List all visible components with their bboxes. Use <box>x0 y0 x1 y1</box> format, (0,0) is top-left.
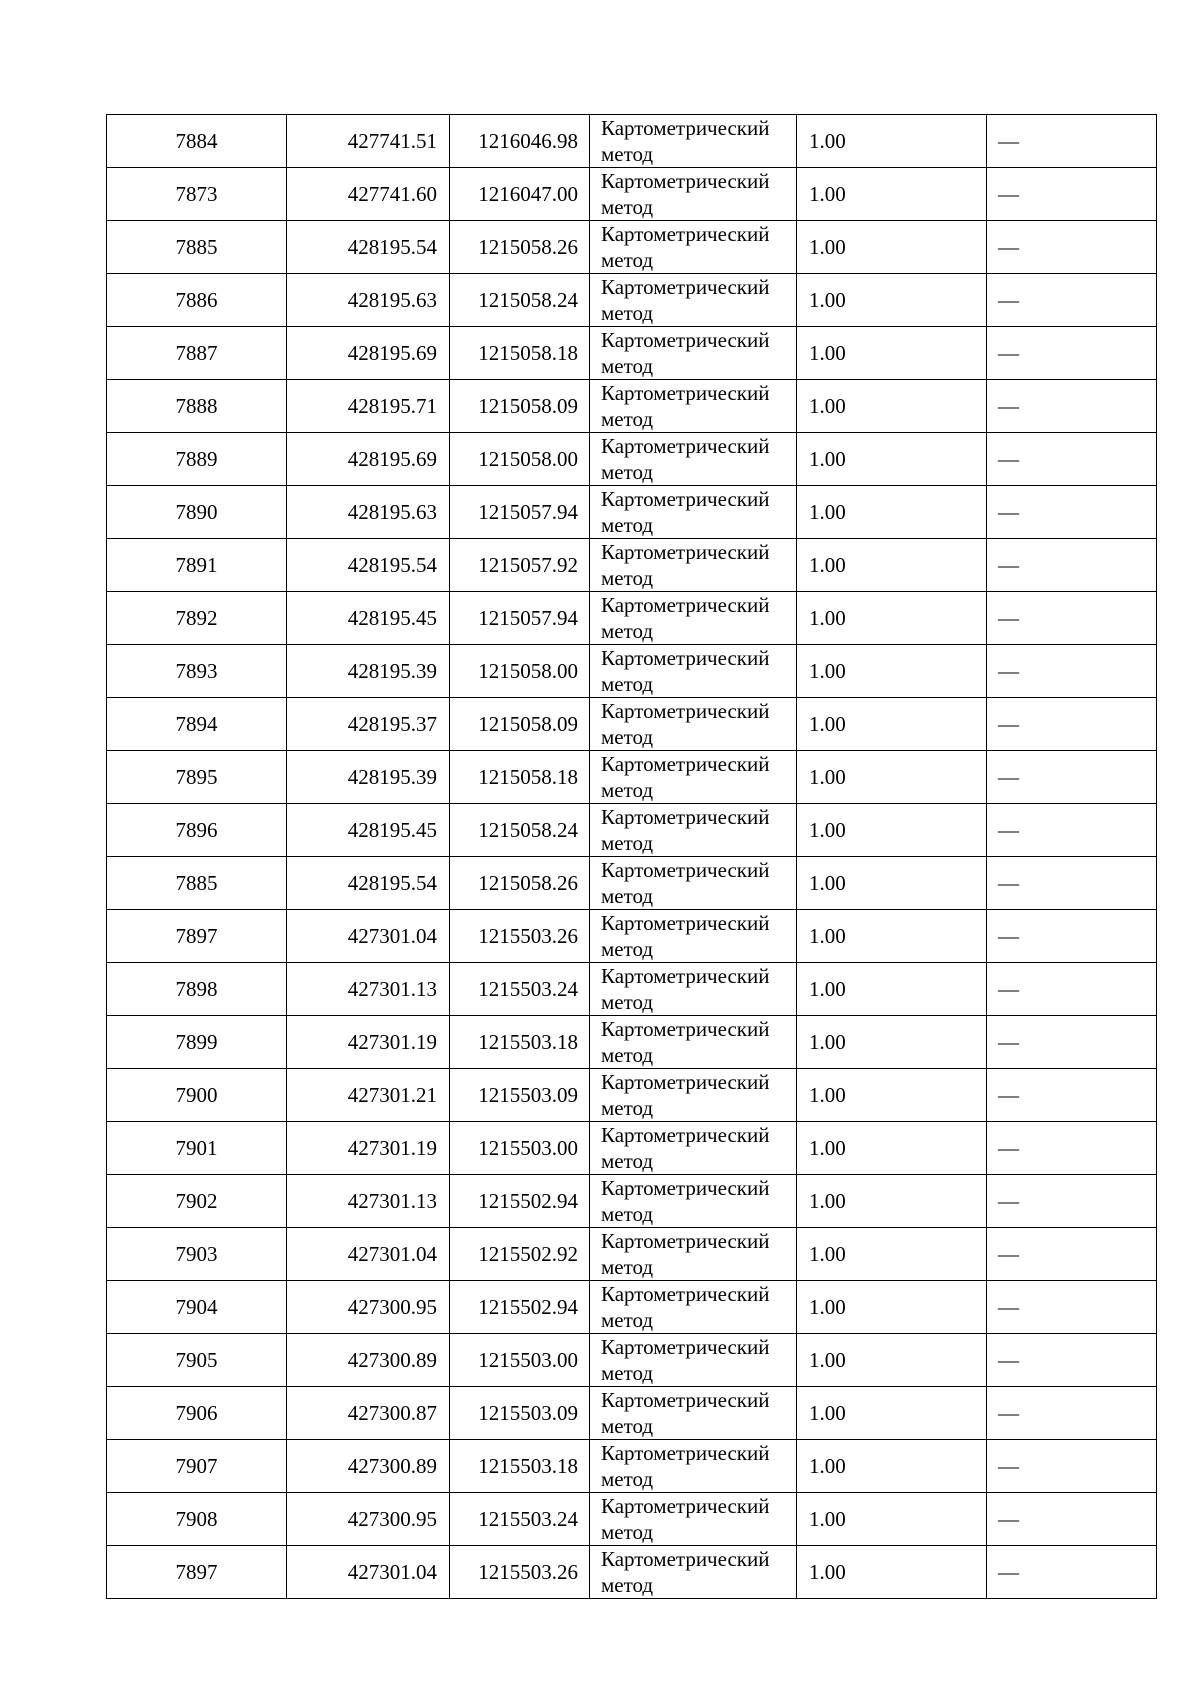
method-text-line1: Картометрический <box>601 858 770 882</box>
x-coordinate-cell: 428195.71 <box>287 380 450 433</box>
point-number-cell: 7886 <box>107 274 287 327</box>
x-coordinate-cell: 428195.45 <box>287 592 450 645</box>
description-cell: — <box>987 1069 1157 1122</box>
method-text-line2: метод <box>601 566 654 590</box>
point-number-cell: 7873 <box>107 168 287 221</box>
y-coordinate-cell: 1215058.24 <box>450 804 590 857</box>
accuracy-cell: 1.00 <box>797 1440 987 1493</box>
description-cell: — <box>987 380 1157 433</box>
method-text-line2: метод <box>601 1361 654 1385</box>
method-text-line2: метод <box>601 831 654 855</box>
method-text-line1: Картометрический <box>601 1229 770 1253</box>
accuracy-cell: 1.00 <box>797 1493 987 1546</box>
y-coordinate-cell: 1215503.26 <box>450 910 590 963</box>
accuracy-cell: 1.00 <box>797 380 987 433</box>
method-text-line2: метод <box>601 1096 654 1120</box>
description-cell: — <box>987 433 1157 486</box>
point-number-cell: 7906 <box>107 1387 287 1440</box>
description-cell: — <box>987 592 1157 645</box>
y-coordinate-cell: 1215502.94 <box>450 1281 590 1334</box>
accuracy-cell: 1.00 <box>797 1546 987 1599</box>
x-coordinate-cell: 427301.04 <box>287 910 450 963</box>
method-text-line1: Картометрический <box>601 1282 770 1306</box>
method-cell <box>590 274 797 327</box>
y-coordinate-cell: 1215503.09 <box>450 1387 590 1440</box>
point-number-cell: 7888 <box>107 380 287 433</box>
description-cell: — <box>987 910 1157 963</box>
accuracy-cell: 1.00 <box>797 1016 987 1069</box>
table-row <box>107 1281 1157 1334</box>
description-cell: — <box>987 1334 1157 1387</box>
method-text-line2: метод <box>601 513 654 537</box>
method-text-line2: метод <box>601 248 654 272</box>
method-text-line2: метод <box>601 142 654 166</box>
y-coordinate-cell: 1215058.00 <box>450 645 590 698</box>
method-cell <box>590 168 797 221</box>
y-coordinate-cell: 1215502.92 <box>450 1228 590 1281</box>
table-row <box>107 1228 1157 1281</box>
table-row <box>107 1387 1157 1440</box>
y-coordinate-cell: 1215503.09 <box>450 1069 590 1122</box>
y-coordinate-cell: 1215503.18 <box>450 1440 590 1493</box>
method-text-line1: Картометрический <box>601 1335 770 1359</box>
method-cell <box>590 1387 797 1440</box>
method-text-line1: Картометрический <box>601 381 770 405</box>
x-coordinate-cell: 427741.60 <box>287 168 450 221</box>
point-number-cell: 7887 <box>107 327 287 380</box>
x-coordinate-cell: 428195.54 <box>287 221 450 274</box>
point-number-cell: 7890 <box>107 486 287 539</box>
method-cell <box>590 433 797 486</box>
x-coordinate-cell: 427301.19 <box>287 1016 450 1069</box>
accuracy-cell: 1.00 <box>797 963 987 1016</box>
x-coordinate-cell: 428195.39 <box>287 645 450 698</box>
y-coordinate-cell: 1215058.18 <box>450 327 590 380</box>
description-cell: — <box>987 1440 1157 1493</box>
coordinates-table <box>106 114 1157 1599</box>
point-number-cell: 7907 <box>107 1440 287 1493</box>
method-text-line1: Картометрический <box>601 328 770 352</box>
accuracy-cell: 1.00 <box>797 698 987 751</box>
accuracy-cell: 1.00 <box>797 1281 987 1334</box>
method-text-line2: метод <box>601 990 654 1014</box>
point-number-cell: 7892 <box>107 592 287 645</box>
method-cell <box>590 698 797 751</box>
method-text-line2: метод <box>601 672 654 696</box>
method-text-line2: метод <box>601 1520 654 1544</box>
x-coordinate-cell: 428195.69 <box>287 433 450 486</box>
description-cell: — <box>987 804 1157 857</box>
accuracy-cell: 1.00 <box>797 751 987 804</box>
method-cell <box>590 1334 797 1387</box>
method-cell <box>590 1493 797 1546</box>
table-row <box>107 804 1157 857</box>
table-row <box>107 592 1157 645</box>
x-coordinate-cell: 427301.04 <box>287 1228 450 1281</box>
method-text-line1: Картометрический <box>601 222 770 246</box>
table-row <box>107 1069 1157 1122</box>
x-coordinate-cell: 428195.54 <box>287 857 450 910</box>
accuracy-cell: 1.00 <box>797 433 987 486</box>
method-text-line2: метод <box>601 1573 654 1597</box>
x-coordinate-cell: 427300.89 <box>287 1440 450 1493</box>
method-cell <box>590 327 797 380</box>
point-number-cell: 7894 <box>107 698 287 751</box>
method-text-line2: метод <box>601 195 654 219</box>
accuracy-cell: 1.00 <box>797 1122 987 1175</box>
method-text-line1: Картометрический <box>601 646 770 670</box>
point-number-cell: 7893 <box>107 645 287 698</box>
point-number-cell: 7899 <box>107 1016 287 1069</box>
point-number-cell: 7897 <box>107 1546 287 1599</box>
point-number-cell: 7908 <box>107 1493 287 1546</box>
accuracy-cell: 1.00 <box>797 1069 987 1122</box>
method-text-line1: Картометрический <box>601 593 770 617</box>
method-cell <box>590 1175 797 1228</box>
description-cell: — <box>987 1546 1157 1599</box>
method-text-line1: Картометрический <box>601 805 770 829</box>
method-cell <box>590 115 797 168</box>
method-text-line2: метод <box>601 1255 654 1279</box>
method-text-line2: метод <box>601 354 654 378</box>
table-row <box>107 486 1157 539</box>
method-text-line2: метод <box>601 1308 654 1332</box>
method-text-line1: Картометрический <box>601 1388 770 1412</box>
method-text-line1: Картометрический <box>601 116 770 140</box>
y-coordinate-cell: 1215058.26 <box>450 857 590 910</box>
method-text-line1: Картометрический <box>601 752 770 776</box>
x-coordinate-cell: 427300.87 <box>287 1387 450 1440</box>
accuracy-cell: 1.00 <box>797 645 987 698</box>
description-cell: — <box>987 751 1157 804</box>
point-number-cell: 7898 <box>107 963 287 1016</box>
method-cell <box>590 645 797 698</box>
method-text-line1: Картометрический <box>601 540 770 564</box>
point-number-cell: 7895 <box>107 751 287 804</box>
description-cell: — <box>987 274 1157 327</box>
method-cell <box>590 1228 797 1281</box>
y-coordinate-cell: 1215058.18 <box>450 751 590 804</box>
accuracy-cell: 1.00 <box>797 1228 987 1281</box>
point-number-cell: 7900 <box>107 1069 287 1122</box>
x-coordinate-cell: 427301.13 <box>287 1175 450 1228</box>
coordinates-table-body <box>107 115 1157 1599</box>
method-text-line1: Картометрический <box>601 1123 770 1147</box>
table-row <box>107 1493 1157 1546</box>
table-row <box>107 1546 1157 1599</box>
table-row <box>107 963 1157 1016</box>
method-text-line1: Картометрический <box>601 911 770 935</box>
x-coordinate-cell: 428195.63 <box>287 274 450 327</box>
accuracy-cell: 1.00 <box>797 1387 987 1440</box>
method-cell <box>590 1122 797 1175</box>
point-number-cell: 7889 <box>107 433 287 486</box>
accuracy-cell: 1.00 <box>797 274 987 327</box>
table-row <box>107 857 1157 910</box>
y-coordinate-cell: 1215503.00 <box>450 1334 590 1387</box>
table-row <box>107 1016 1157 1069</box>
x-coordinate-cell: 428195.69 <box>287 327 450 380</box>
accuracy-cell: 1.00 <box>797 804 987 857</box>
y-coordinate-cell: 1215058.09 <box>450 380 590 433</box>
y-coordinate-cell: 1215058.26 <box>450 221 590 274</box>
x-coordinate-cell: 428195.45 <box>287 804 450 857</box>
accuracy-cell: 1.00 <box>797 221 987 274</box>
description-cell: — <box>987 115 1157 168</box>
x-coordinate-cell: 427741.51 <box>287 115 450 168</box>
method-text-line2: метод <box>601 301 654 325</box>
y-coordinate-cell: 1215057.92 <box>450 539 590 592</box>
accuracy-cell: 1.00 <box>797 486 987 539</box>
accuracy-cell: 1.00 <box>797 857 987 910</box>
table-row <box>107 1175 1157 1228</box>
description-cell: — <box>987 1228 1157 1281</box>
method-text-line1: Картометрический <box>601 487 770 511</box>
description-cell: — <box>987 486 1157 539</box>
method-text-line1: Картометрический <box>601 1441 770 1465</box>
x-coordinate-cell: 427301.21 <box>287 1069 450 1122</box>
x-coordinate-cell: 427301.13 <box>287 963 450 1016</box>
method-text-line2: метод <box>601 884 654 908</box>
description-cell: — <box>987 645 1157 698</box>
method-text-line2: метод <box>601 1414 654 1438</box>
method-text-line1: Картометрический <box>601 275 770 299</box>
x-coordinate-cell: 428195.63 <box>287 486 450 539</box>
method-cell <box>590 804 797 857</box>
y-coordinate-cell: 1215058.24 <box>450 274 590 327</box>
x-coordinate-cell: 428195.39 <box>287 751 450 804</box>
method-text-line1: Картометрический <box>601 1547 770 1571</box>
method-cell <box>590 963 797 1016</box>
description-cell: — <box>987 1016 1157 1069</box>
accuracy-cell: 1.00 <box>797 539 987 592</box>
description-cell: — <box>987 1122 1157 1175</box>
description-cell: — <box>987 1493 1157 1546</box>
table-row <box>107 115 1157 168</box>
method-cell <box>590 1440 797 1493</box>
table-row <box>107 1334 1157 1387</box>
x-coordinate-cell: 427300.95 <box>287 1281 450 1334</box>
table-row <box>107 380 1157 433</box>
method-cell <box>590 1281 797 1334</box>
point-number-cell: 7902 <box>107 1175 287 1228</box>
y-coordinate-cell: 1215503.26 <box>450 1546 590 1599</box>
description-cell: — <box>987 168 1157 221</box>
table-row <box>107 1122 1157 1175</box>
method-text-line2: метод <box>601 937 654 961</box>
description-cell: — <box>987 1175 1157 1228</box>
table-row <box>107 433 1157 486</box>
point-number-cell: 7904 <box>107 1281 287 1334</box>
accuracy-cell: 1.00 <box>797 168 987 221</box>
x-coordinate-cell: 427301.04 <box>287 1546 450 1599</box>
method-text-line2: метод <box>601 1467 654 1491</box>
method-text-line2: метод <box>601 407 654 431</box>
method-cell <box>590 1546 797 1599</box>
table-row <box>107 168 1157 221</box>
table-row <box>107 221 1157 274</box>
description-cell: — <box>987 857 1157 910</box>
point-number-cell: 7901 <box>107 1122 287 1175</box>
method-text-line2: метод <box>601 460 654 484</box>
table-row <box>107 274 1157 327</box>
y-coordinate-cell: 1215503.24 <box>450 1493 590 1546</box>
method-text-line2: метод <box>601 725 654 749</box>
method-cell <box>590 857 797 910</box>
description-cell: — <box>987 539 1157 592</box>
point-number-cell: 7896 <box>107 804 287 857</box>
method-cell <box>590 221 797 274</box>
method-text-line1: Картометрический <box>601 434 770 458</box>
method-cell <box>590 910 797 963</box>
x-coordinate-cell: 428195.37 <box>287 698 450 751</box>
point-number-cell: 7903 <box>107 1228 287 1281</box>
description-cell: — <box>987 327 1157 380</box>
point-number-cell: 7905 <box>107 1334 287 1387</box>
accuracy-cell: 1.00 <box>797 1175 987 1228</box>
y-coordinate-cell: 1216047.00 <box>450 168 590 221</box>
x-coordinate-cell: 427300.95 <box>287 1493 450 1546</box>
method-cell <box>590 751 797 804</box>
method-text-line2: метод <box>601 1149 654 1173</box>
y-coordinate-cell: 1215057.94 <box>450 592 590 645</box>
accuracy-cell: 1.00 <box>797 1334 987 1387</box>
method-cell <box>590 486 797 539</box>
description-cell: — <box>987 1281 1157 1334</box>
y-coordinate-cell: 1215058.00 <box>450 433 590 486</box>
accuracy-cell: 1.00 <box>797 910 987 963</box>
point-number-cell: 7885 <box>107 857 287 910</box>
method-cell <box>590 380 797 433</box>
accuracy-cell: 1.00 <box>797 327 987 380</box>
y-coordinate-cell: 1215503.24 <box>450 963 590 1016</box>
x-coordinate-cell: 427301.19 <box>287 1122 450 1175</box>
table-row <box>107 1440 1157 1493</box>
table-row <box>107 539 1157 592</box>
description-cell: — <box>987 221 1157 274</box>
description-cell: — <box>987 698 1157 751</box>
y-coordinate-cell: 1215503.18 <box>450 1016 590 1069</box>
method-text-line2: метод <box>601 619 654 643</box>
method-cell <box>590 1016 797 1069</box>
point-number-cell: 7885 <box>107 221 287 274</box>
accuracy-cell: 1.00 <box>797 115 987 168</box>
method-text-line1: Картометрический <box>601 1494 770 1518</box>
accuracy-cell: 1.00 <box>797 592 987 645</box>
method-text-line1: Картометрический <box>601 1070 770 1094</box>
method-cell <box>590 1069 797 1122</box>
point-number-cell: 7891 <box>107 539 287 592</box>
point-number-cell: 7884 <box>107 115 287 168</box>
y-coordinate-cell: 1215503.00 <box>450 1122 590 1175</box>
method-text-line1: Картометрический <box>601 1176 770 1200</box>
table-row <box>107 910 1157 963</box>
method-text-line2: метод <box>601 1043 654 1067</box>
table-row <box>107 698 1157 751</box>
table-row <box>107 327 1157 380</box>
method-text-line1: Картометрический <box>601 169 770 193</box>
description-cell: — <box>987 1387 1157 1440</box>
method-text-line1: Картометрический <box>601 1017 770 1041</box>
method-cell <box>590 592 797 645</box>
y-coordinate-cell: 1215502.94 <box>450 1175 590 1228</box>
table-row <box>107 645 1157 698</box>
method-text-line2: метод <box>601 778 654 802</box>
method-text-line1: Картометрический <box>601 964 770 988</box>
y-coordinate-cell: 1215058.09 <box>450 698 590 751</box>
method-text-line2: метод <box>601 1202 654 1226</box>
x-coordinate-cell: 427300.89 <box>287 1334 450 1387</box>
y-coordinate-cell: 1215057.94 <box>450 486 590 539</box>
method-cell <box>590 539 797 592</box>
y-coordinate-cell: 1216046.98 <box>450 115 590 168</box>
x-coordinate-cell: 428195.54 <box>287 539 450 592</box>
table-row <box>107 751 1157 804</box>
point-number-cell: 7897 <box>107 910 287 963</box>
description-cell: — <box>987 963 1157 1016</box>
method-text-line1: Картометрический <box>601 699 770 723</box>
